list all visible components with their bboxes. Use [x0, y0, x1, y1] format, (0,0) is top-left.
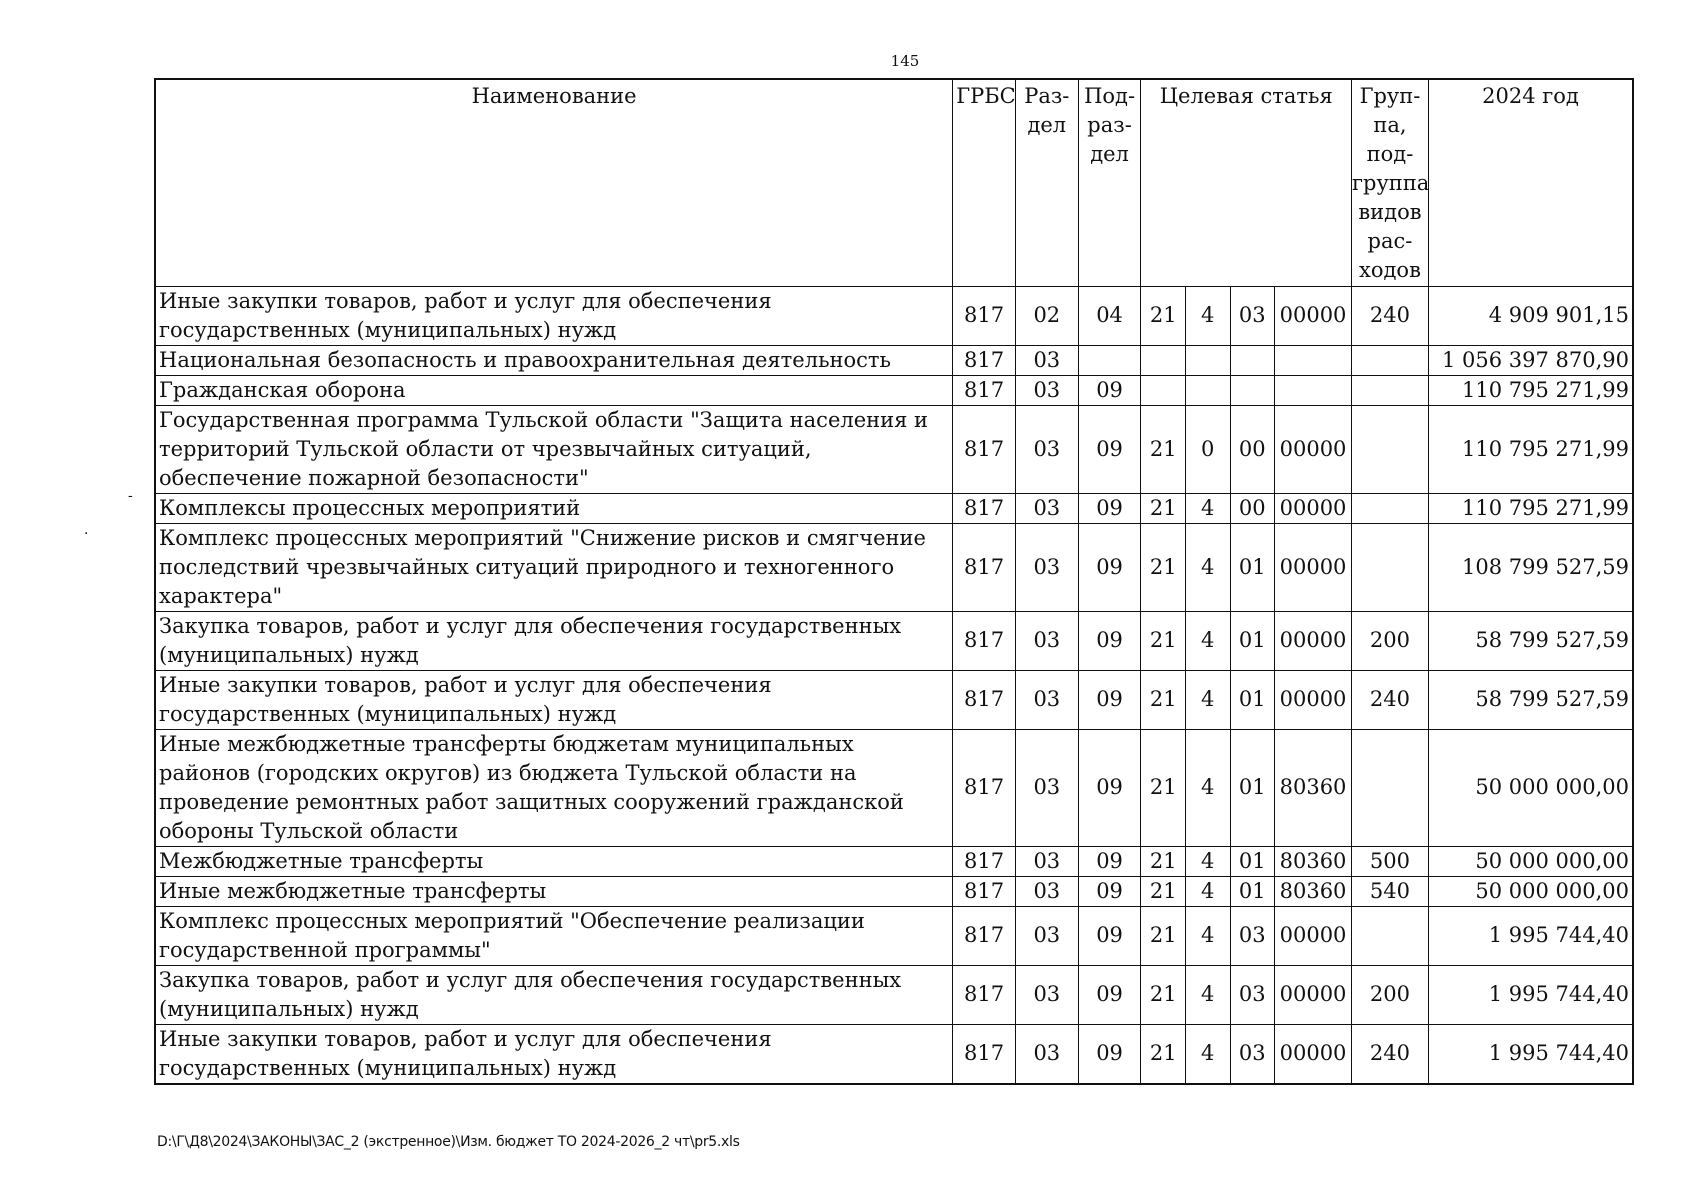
row-target-direction: 00000	[1275, 493, 1352, 523]
row-name: Закупка товаров, работ и услуг для обеспечения государственных (муниципальных) нужд	[155, 965, 953, 1024]
row-grbs: 817	[953, 405, 1016, 493]
row-target-complex: 01	[1230, 611, 1275, 670]
row-razdel: 03	[1015, 405, 1078, 493]
row-name: Комплекс процессных мероприятий "Снижение рисков и смягчение последствий чрезвычайных ситуаций природного и техногенного характера"	[155, 523, 953, 611]
row-target-program: 21	[1141, 493, 1186, 523]
row-target-direction: 00000	[1275, 670, 1352, 729]
table-row	[155, 405, 1633, 493]
row-podrazdel: 09	[1078, 523, 1141, 611]
scan-mark: -	[128, 488, 133, 504]
row-grbs: 817	[953, 965, 1016, 1024]
header-row	[155, 79, 1633, 286]
header-grbs: ГРБС	[953, 79, 1016, 286]
row-target-direction: 00000	[1275, 965, 1352, 1024]
row-amount: 1 995 744,40	[1428, 965, 1633, 1024]
row-amount: 110 795 271,99	[1428, 405, 1633, 493]
row-razdel: 03	[1015, 670, 1078, 729]
table-row	[155, 906, 1633, 965]
row-target-program: 21	[1141, 876, 1186, 906]
row-expense-group	[1352, 729, 1429, 846]
row-target-complex: 03	[1230, 286, 1275, 345]
row-grbs: 817	[953, 345, 1016, 375]
row-expense-group	[1352, 493, 1429, 523]
row-target-type: 4	[1185, 846, 1230, 876]
row-target-direction	[1275, 375, 1352, 405]
row-target-program: 21	[1141, 405, 1186, 493]
row-target-type: 4	[1185, 493, 1230, 523]
row-razdel: 03	[1015, 523, 1078, 611]
table-row	[155, 286, 1633, 345]
row-target-direction: 00000	[1275, 1024, 1352, 1084]
row-grbs: 817	[953, 523, 1016, 611]
table-row	[155, 846, 1633, 876]
row-expense-group	[1352, 405, 1429, 493]
table-row	[155, 1024, 1633, 1084]
row-target-complex: 01	[1230, 729, 1275, 846]
table-row	[155, 375, 1633, 405]
row-razdel: 03	[1015, 906, 1078, 965]
row-razdel: 03	[1015, 965, 1078, 1024]
row-expense-group	[1352, 906, 1429, 965]
row-name: Комплекс процессных мероприятий "Обеспечение реализации государственной программы"	[155, 906, 953, 965]
row-target-program: 21	[1141, 670, 1186, 729]
row-amount: 50 000 000,00	[1428, 846, 1633, 876]
row-target-program: 21	[1141, 523, 1186, 611]
row-podrazdel	[1078, 345, 1141, 375]
row-podrazdel: 04	[1078, 286, 1141, 345]
row-razdel: 03	[1015, 375, 1078, 405]
row-podrazdel: 09	[1078, 729, 1141, 846]
scan-mark: ·	[84, 526, 89, 542]
row-target-program: 21	[1141, 1024, 1186, 1084]
row-amount: 58 799 527,59	[1428, 670, 1633, 729]
row-name: Иные закупки товаров, работ и услуг для обеспечения государственных (муниципальных) нужд	[155, 286, 953, 345]
row-name: Иные межбюджетные трансферты	[155, 876, 953, 906]
row-expense-group	[1352, 375, 1429, 405]
row-expense-group	[1352, 345, 1429, 375]
row-target-type: 4	[1185, 611, 1230, 670]
row-name: Национальная безопасность и правоохранительная деятельность	[155, 345, 953, 375]
row-target-direction	[1275, 345, 1352, 375]
row-amount: 1 995 744,40	[1428, 906, 1633, 965]
row-target-complex: 00	[1230, 493, 1275, 523]
table-row	[155, 523, 1633, 611]
row-amount: 110 795 271,99	[1428, 375, 1633, 405]
row-podrazdel: 09	[1078, 876, 1141, 906]
row-target-type: 4	[1185, 876, 1230, 906]
table-row	[155, 611, 1633, 670]
table-row	[155, 345, 1633, 375]
row-target-type: 4	[1185, 286, 1230, 345]
row-target-direction: 00000	[1275, 906, 1352, 965]
row-razdel: 03	[1015, 611, 1078, 670]
row-target-direction: 80360	[1275, 729, 1352, 846]
row-expense-group: 240	[1352, 670, 1429, 729]
table-row	[155, 670, 1633, 729]
row-podrazdel: 09	[1078, 1024, 1141, 1084]
row-razdel: 03	[1015, 493, 1078, 523]
row-podrazdel: 09	[1078, 493, 1141, 523]
row-grbs: 817	[953, 611, 1016, 670]
row-grbs: 817	[953, 906, 1016, 965]
row-name: Закупка товаров, работ и услуг для обеспечения государственных (муниципальных) нужд	[155, 611, 953, 670]
row-razdel: 03	[1015, 729, 1078, 846]
row-target-complex: 03	[1230, 965, 1275, 1024]
row-expense-group: 240	[1352, 1024, 1429, 1084]
row-grbs: 817	[953, 876, 1016, 906]
row-target-type: 0	[1185, 405, 1230, 493]
row-podrazdel: 09	[1078, 906, 1141, 965]
row-target-direction: 00000	[1275, 523, 1352, 611]
row-razdel: 03	[1015, 846, 1078, 876]
row-target-direction: 80360	[1275, 876, 1352, 906]
row-expense-group: 200	[1352, 965, 1429, 1024]
budget-table	[154, 78, 1634, 1085]
row-grbs: 817	[953, 670, 1016, 729]
row-target-complex: 01	[1230, 846, 1275, 876]
table-row	[155, 729, 1633, 846]
table-body	[155, 286, 1633, 1084]
row-target-program: 21	[1141, 611, 1186, 670]
row-name: Межбюджетные трансферты	[155, 846, 953, 876]
row-target-type	[1185, 345, 1230, 375]
row-name: Иные закупки товаров, работ и услуг для обеспечения государственных (муниципальных) нужд	[155, 1024, 953, 1084]
row-expense-group: 500	[1352, 846, 1429, 876]
row-grbs: 817	[953, 729, 1016, 846]
row-podrazdel: 09	[1078, 670, 1141, 729]
row-podrazdel: 09	[1078, 965, 1141, 1024]
header-podrazdel: Под- раз- дел	[1078, 79, 1141, 286]
row-name: Комплексы процессных мероприятий	[155, 493, 953, 523]
row-target-program	[1141, 345, 1186, 375]
row-podrazdel: 09	[1078, 846, 1141, 876]
row-target-complex: 03	[1230, 1024, 1275, 1084]
row-amount: 108 799 527,59	[1428, 523, 1633, 611]
row-target-type: 4	[1185, 523, 1230, 611]
row-target-program	[1141, 375, 1186, 405]
row-target-type: 4	[1185, 906, 1230, 965]
row-grbs: 817	[953, 493, 1016, 523]
row-grbs: 817	[953, 286, 1016, 345]
row-target-direction: 00000	[1275, 611, 1352, 670]
row-expense-group: 240	[1352, 286, 1429, 345]
row-target-complex: 01	[1230, 876, 1275, 906]
page-number: 145	[890, 52, 920, 70]
row-amount: 1 995 744,40	[1428, 1024, 1633, 1084]
row-amount: 58 799 527,59	[1428, 611, 1633, 670]
row-target-program: 21	[1141, 846, 1186, 876]
header-target-article: Целевая статья	[1141, 79, 1352, 286]
row-target-complex: 00	[1230, 405, 1275, 493]
row-target-complex: 01	[1230, 523, 1275, 611]
row-target-program: 21	[1141, 906, 1186, 965]
row-target-direction: 00000	[1275, 405, 1352, 493]
row-target-program: 21	[1141, 729, 1186, 846]
row-podrazdel: 09	[1078, 611, 1141, 670]
row-target-complex	[1230, 375, 1275, 405]
row-name: Иные межбюджетные трансферты бюджетам муниципальных районов (городских округов) из бюджета Тульской области на проведение ремонтных работ защитных сооружений гражданской обороны Тульской области	[155, 729, 953, 846]
header-year: 2024 год	[1428, 79, 1633, 286]
row-amount: 50 000 000,00	[1428, 729, 1633, 846]
row-target-type: 4	[1185, 729, 1230, 846]
row-grbs: 817	[953, 846, 1016, 876]
row-target-direction: 80360	[1275, 846, 1352, 876]
header-expense-group: Груп- па, под- группа видов рас- ходов	[1352, 79, 1429, 286]
row-amount: 1 056 397 870,90	[1428, 345, 1633, 375]
table-row	[155, 965, 1633, 1024]
row-target-type: 4	[1185, 965, 1230, 1024]
row-podrazdel: 09	[1078, 375, 1141, 405]
row-razdel: 03	[1015, 876, 1078, 906]
header-name: Наименование	[155, 79, 953, 286]
row-expense-group	[1352, 523, 1429, 611]
row-name: Иные закупки товаров, работ и услуг для обеспечения государственных (муниципальных) нужд	[155, 670, 953, 729]
row-target-type	[1185, 375, 1230, 405]
row-target-complex	[1230, 345, 1275, 375]
row-target-program: 21	[1141, 965, 1186, 1024]
table-row	[155, 493, 1633, 523]
row-expense-group: 200	[1352, 611, 1429, 670]
table-row	[155, 876, 1633, 906]
row-target-direction: 00000	[1275, 286, 1352, 345]
row-amount: 110 795 271,99	[1428, 493, 1633, 523]
row-target-complex: 03	[1230, 906, 1275, 965]
row-grbs: 817	[953, 375, 1016, 405]
row-amount: 50 000 000,00	[1428, 876, 1633, 906]
row-podrazdel: 09	[1078, 405, 1141, 493]
row-name: Государственная программа Тульской области "Защита населения и территорий Тульской области от чрезвычайных ситуаций, обеспечение пожарной безопасности"	[155, 405, 953, 493]
row-target-type: 4	[1185, 670, 1230, 729]
row-target-program: 21	[1141, 286, 1186, 345]
row-razdel: 02	[1015, 286, 1078, 345]
row-razdel: 03	[1015, 345, 1078, 375]
row-grbs: 817	[953, 1024, 1016, 1084]
row-target-type: 4	[1185, 1024, 1230, 1084]
row-expense-group: 540	[1352, 876, 1429, 906]
row-target-complex: 01	[1230, 670, 1275, 729]
file-path-footer: D:\Г\Д8\2024\ЗАКОНЫ\ЗАС_2 (экстренное)\Изм. бюджет ТО 2024-2026_2 чт\pr5.xls	[157, 1134, 740, 1150]
row-amount: 4 909 901,15	[1428, 286, 1633, 345]
row-razdel: 03	[1015, 1024, 1078, 1084]
row-name: Гражданская оборона	[155, 375, 953, 405]
header-razdel: Раз- дел	[1015, 79, 1078, 286]
